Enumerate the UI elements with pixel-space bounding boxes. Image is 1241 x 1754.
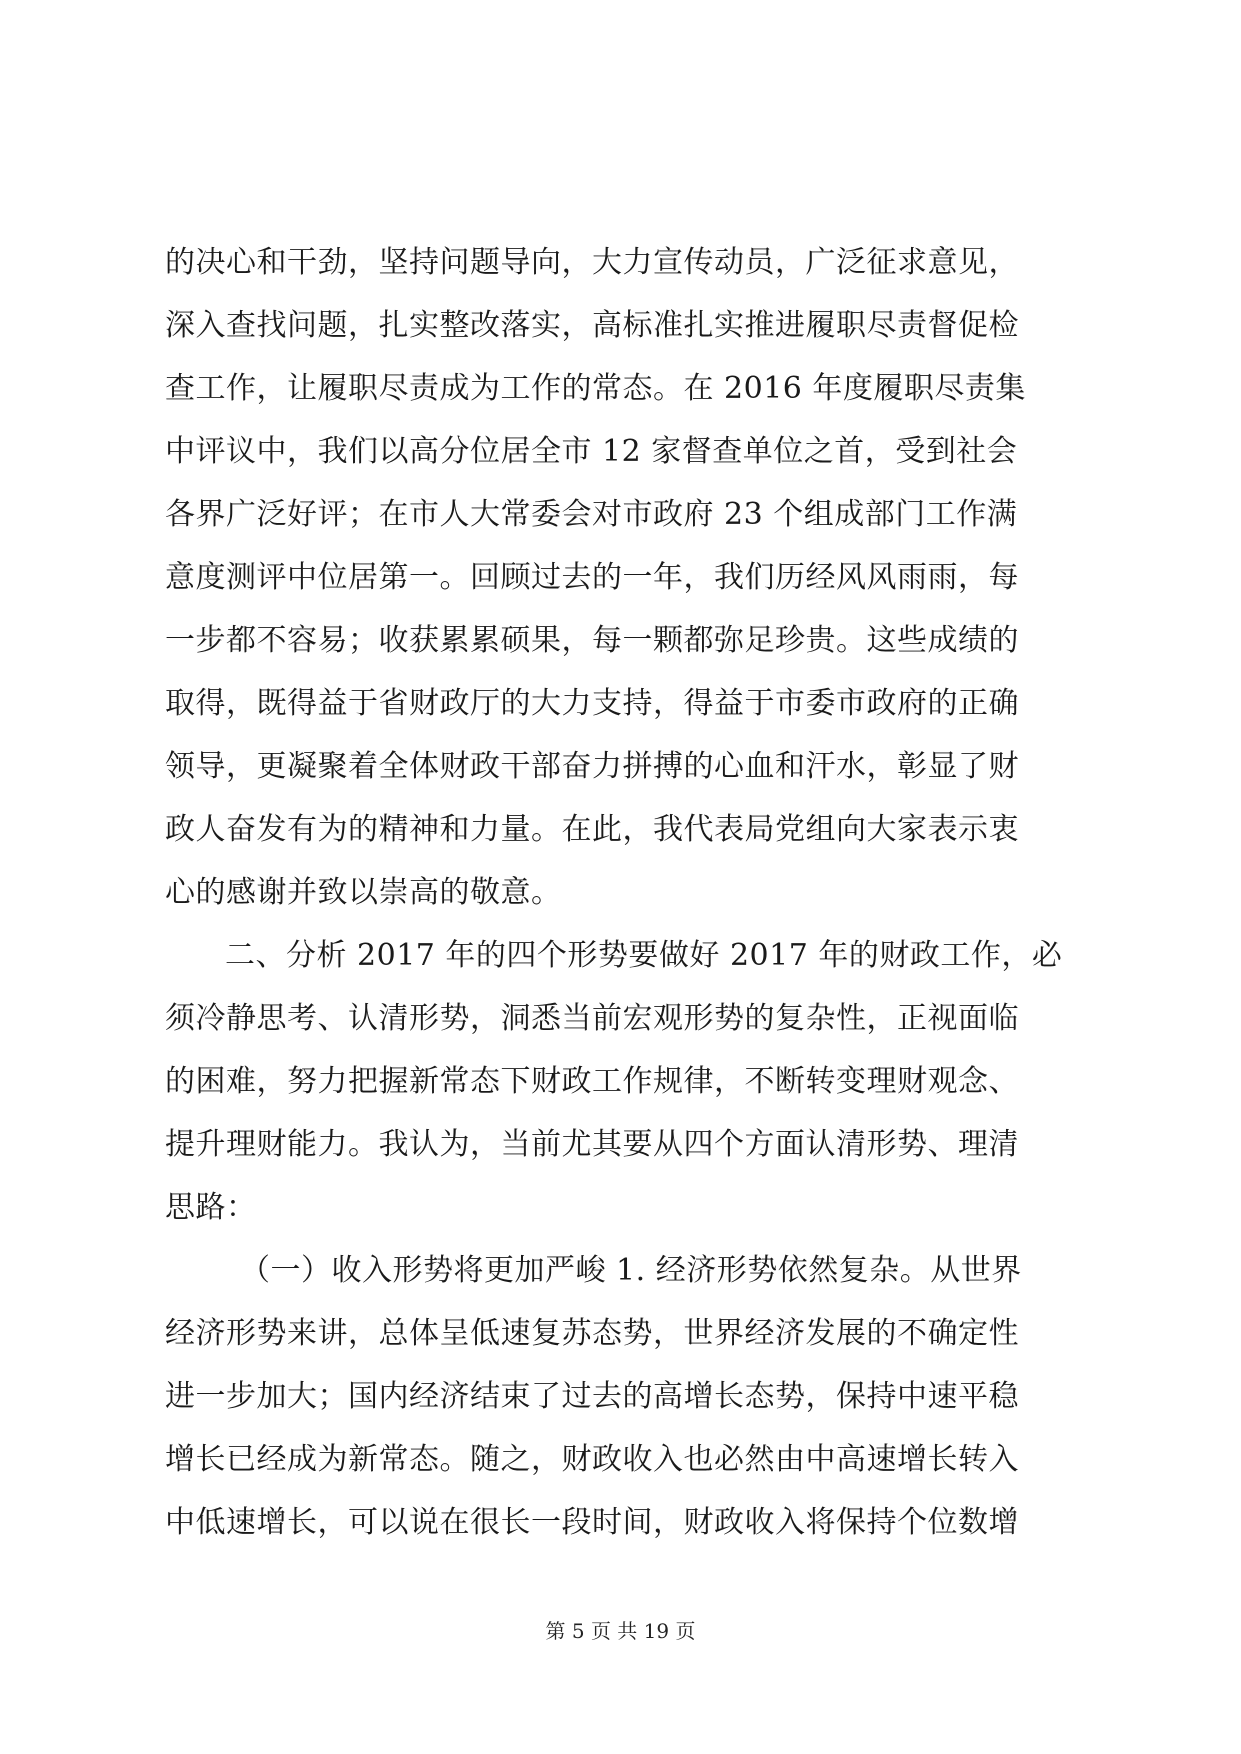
text-line: 须冷静思考、认清形势，洞悉当前宏观形势的复杂性，正视面临 xyxy=(165,1001,1019,1036)
text-line: 思路： xyxy=(165,1190,257,1225)
text-line: 的决心和干劲，坚持问题导向，大力宣传动员，广泛征求意见， xyxy=(165,245,1019,280)
text-line: 心的感谢并致以崇高的敬意。 xyxy=(165,875,562,910)
text-line: 经济形势来讲，总体呈低速复苏态势，世界经济发展的不确定性 xyxy=(165,1316,1019,1351)
text-line: 增长已经成为新常态。随之，财政收入也必然由中高速增长转入 xyxy=(165,1442,1019,1477)
text-line: 深入查找问题，扎实整改落实，高标准扎实推进履职尽责督促检 xyxy=(165,308,1019,343)
text-line: 取得，既得益于省财政厅的大力支持，得益于市委市政府的正确 xyxy=(165,686,1019,721)
text-line: 提升理财能力。我认为，当前尤其要从四个方面认清形势、理清 xyxy=(165,1127,1019,1162)
text-line: 中评议中，我们以高分位居全市 12 家督查单位之首，受到社会 xyxy=(165,434,1018,469)
text-line: 进一步加大；国内经济结束了过去的高增长态势，保持中速平稳 xyxy=(165,1379,1019,1414)
text-line: 查工作，让履职尽责成为工作的常态。在 2016 年度履职尽责集 xyxy=(165,371,1026,406)
page-number-footer: 第 5 页 共 19 页 xyxy=(545,1619,696,1643)
text-line: 中低速增长，可以说在很长一段时间，财政收入将保持个位数增 xyxy=(165,1505,1019,1540)
text-line: 各界广泛好评；在市人大常委会对市政府 23 个组成部门工作满 xyxy=(165,497,1018,532)
paragraph-start-line: 二、分析 2017 年的四个形势要做好 2017 年的财政工作，必 xyxy=(225,938,1063,973)
paragraph-start-line: （一）收入形势将更加严峻 1. 经济形势依然复杂。从世界 xyxy=(240,1253,1022,1288)
body-text xyxy=(165,231,1085,1554)
text-line: 领导，更凝聚着全体财政干部奋力拼搏的心血和汗水，彰显了财 xyxy=(165,749,1019,784)
text-line: 一步都不容易；收获累累硕果，每一颗都弥足珍贵。这些成绩的 xyxy=(165,623,1019,658)
text-line: 政人奋发有为的精神和力量。在此，我代表局党组向大家表示衷 xyxy=(165,812,1019,847)
text-line: 意度测评中位居第一。回顾过去的一年，我们历经风风雨雨，每 xyxy=(165,560,1019,595)
text-line: 的困难，努力把握新常态下财政工作规律，不断转变理财观念、 xyxy=(165,1064,1019,1099)
